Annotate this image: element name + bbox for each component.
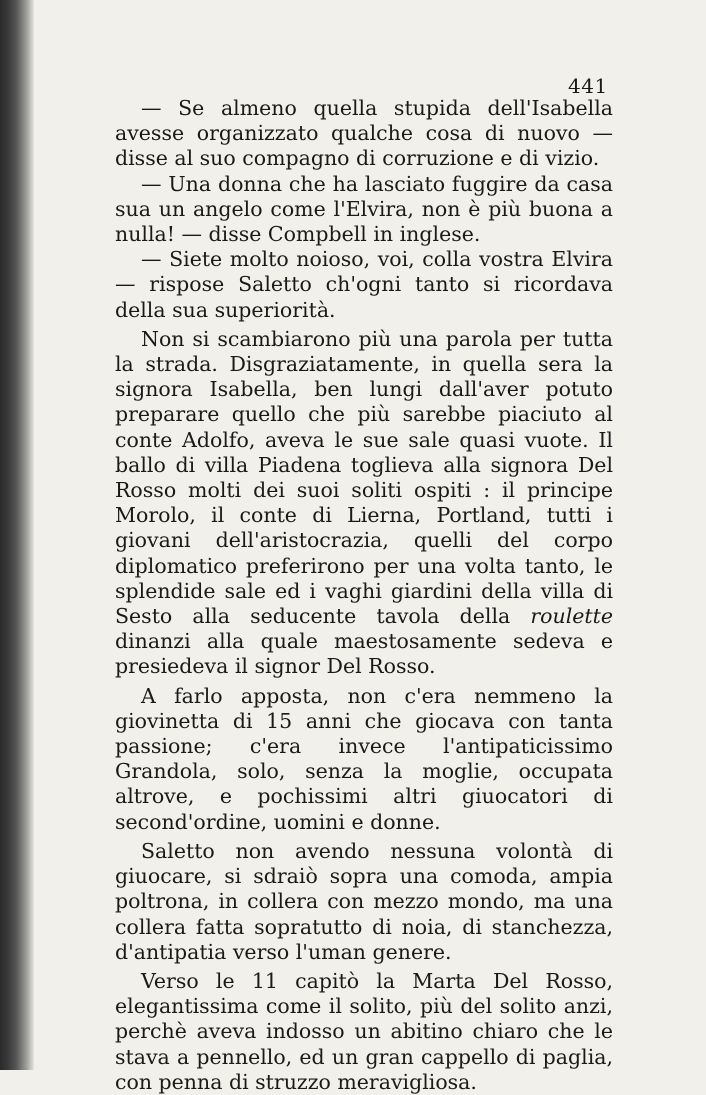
paragraph-6: Saletto non avendo nessuna volontà di giuocare, si sdraiò sopra una comoda, ampia poltrona, in collera con mezzo mondo, ma una collera fatta sopratutto di noia, di stanchezza, d'antipatia verso l'uman genere. — [115, 838, 613, 964]
paragraph-2: — Una donna che ha lasciato fuggire da casa sua un angelo come l'Elvira, non è più buona a nulla! — disse Compbell in inglese. — [115, 171, 613, 247]
paragraph-5: A farlo apposta, non c'era nemmeno la giovinetta di 15 anni che giocava con tanta passione; c'era invece l'antipaticissimo Grandola, solo, senza la moglie, occupata altrove, e pochissimi altri giuocatori di second'ordine, uomini e donne. — [115, 683, 613, 834]
paragraph-3: — Siete molto noioso, voi, colla vostra Elvira — rispose Saletto ch'ogni tanto si ricordava della sua superiorità. — [115, 247, 613, 322]
paragraph-4-end: dinanzi alla quale maestosamente sedeva e presiedeva il signor Del Rosso. — [115, 629, 613, 679]
roulette-italic: roulette — [530, 604, 613, 629]
paragraph-4 — [115, 327, 613, 680]
book-spine-shadow — [0, 0, 34, 1070]
body-text — [115, 96, 613, 1095]
paragraph-1: — Se almeno quella stupida dell'Isabella avesse organizzato qualche cosa di nuovo — disse al suo compagno di corruzione e di vizio. — [115, 96, 613, 171]
page-number: 441 — [568, 74, 608, 98]
paragraph-4-text: Non si scambiarono più una parola per tutta la strada. Disgraziatamente, in quella sera la signora Isabella, ben lungi dall'aver potuto preparare quello che più sarebbe piaciuto al conte Adolfo, aveva le sue sale quasi vuote. Il ballo di villa Piadena toglieva alla signora Del Rosso molti dei suoi soliti ospiti : il principe Morolo, il conte di Lierna, Portland, tutti i giovani dell'aristocrazia, quelli del corpo diplomatico preferirono per una volta tanto, le splendide sale ed i vaghi giardini della villa di Sesto alla seducente tavola della — [115, 326, 613, 629]
paragraph-7: Verso le 11 capitò la Marta Del Rosso, elegantissima come il solito, più del solito anzi, perchè aveva indosso un abitino chiaro che le stava a pennello, ed un gran cappello di paglia, con penna di struzzo meravigliosa. — [115, 968, 613, 1094]
